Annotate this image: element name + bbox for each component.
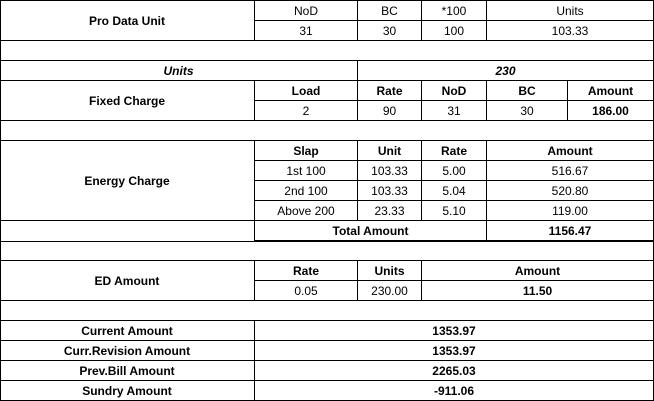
- summary-current-amount-label: Current Amount: [0, 321, 255, 341]
- energy-header-rate: Rate: [422, 141, 487, 161]
- pro-data-value-x100: 100: [422, 21, 487, 41]
- energy-row-2-amount: 520.80: [487, 181, 654, 201]
- energy-row-1-amount: 516.67: [487, 161, 654, 181]
- energy-row-2-slap: 2nd 100: [255, 181, 358, 201]
- energy-row-3-amount: 119.00: [487, 201, 654, 221]
- energy-row-3-slap: Above 200: [255, 201, 358, 221]
- fixed-charge-header-bc: BC: [487, 81, 568, 101]
- energy-total-spacer: [0, 221, 255, 241]
- energy-row-2-rate: 5.04: [422, 181, 487, 201]
- summary-prev-bill-amount-label: Prev.Bill Amount: [0, 361, 255, 381]
- fixed-charge-value-rate: 90: [358, 101, 422, 121]
- ed-value-units: 230.00: [358, 281, 422, 301]
- fixed-charge-value-load: 2: [255, 101, 358, 121]
- fixed-charge-header-nod: NoD: [422, 81, 487, 101]
- fixed-charge-header-rate: Rate: [358, 81, 422, 101]
- energy-row-1-unit: 103.33: [358, 161, 422, 181]
- summary-sundry-amount-label: Sundry Amount: [0, 381, 255, 401]
- units-value: 230: [358, 61, 654, 81]
- energy-header-amount: Amount: [487, 141, 654, 161]
- fixed-charge-header-amount: Amount: [568, 81, 654, 101]
- energy-charge-label: Energy Charge: [0, 141, 255, 221]
- ed-header-amount: Amount: [422, 261, 654, 281]
- energy-row-3-rate: 5.10: [422, 201, 487, 221]
- pro-data-header-units: Units: [487, 0, 654, 21]
- pro-data-value-nod: 31: [255, 21, 358, 41]
- energy-row-3-unit: 23.33: [358, 201, 422, 221]
- ed-header-units: Units: [358, 261, 422, 281]
- energy-total-value: 1156.47: [487, 221, 654, 241]
- spacer-row: [0, 301, 654, 321]
- spacer-row: [0, 41, 654, 61]
- pro-data-header-bc: BC: [358, 0, 422, 21]
- pro-data-value-units: 103.33: [487, 21, 654, 41]
- fixed-charge-value-bc: 30: [487, 101, 568, 121]
- energy-row-1-slap: 1st 100: [255, 161, 358, 181]
- units-label: Units: [0, 61, 358, 81]
- ed-amount-label: ED Amount: [0, 261, 255, 301]
- fixed-charge-label: Fixed Charge: [0, 81, 255, 121]
- summary-sundry-amount-value: -911.06: [255, 381, 654, 401]
- fixed-charge-value-nod: 31: [422, 101, 487, 121]
- pro-data-header-x100: *100: [422, 0, 487, 21]
- energy-row-2-unit: 103.33: [358, 181, 422, 201]
- summary-prev-bill-amount-value: 2265.03: [255, 361, 654, 381]
- energy-row-1-rate: 5.00: [422, 161, 487, 181]
- energy-total-label: Total Amount: [255, 221, 487, 241]
- summary-curr-revision-amount-label: Curr.Revision Amount: [0, 341, 255, 361]
- summary-current-amount-value: 1353.97: [255, 321, 654, 341]
- energy-header-slap: Slap: [255, 141, 358, 161]
- summary-curr-revision-amount-value: 1353.97: [255, 341, 654, 361]
- spacer-row: [0, 241, 654, 261]
- pro-data-unit-label: Pro Data Unit: [0, 0, 255, 41]
- energy-header-unit: Unit: [358, 141, 422, 161]
- ed-header-rate: Rate: [255, 261, 358, 281]
- fixed-charge-header-load: Load: [255, 81, 358, 101]
- fixed-charge-value-amount: 186.00: [568, 101, 654, 121]
- ed-value-rate: 0.05: [255, 281, 358, 301]
- ed-value-amount: 11.50: [422, 281, 654, 301]
- spacer-row: [0, 121, 654, 141]
- pro-data-header-nod: NoD: [255, 0, 358, 21]
- pro-data-value-bc: 30: [358, 21, 422, 41]
